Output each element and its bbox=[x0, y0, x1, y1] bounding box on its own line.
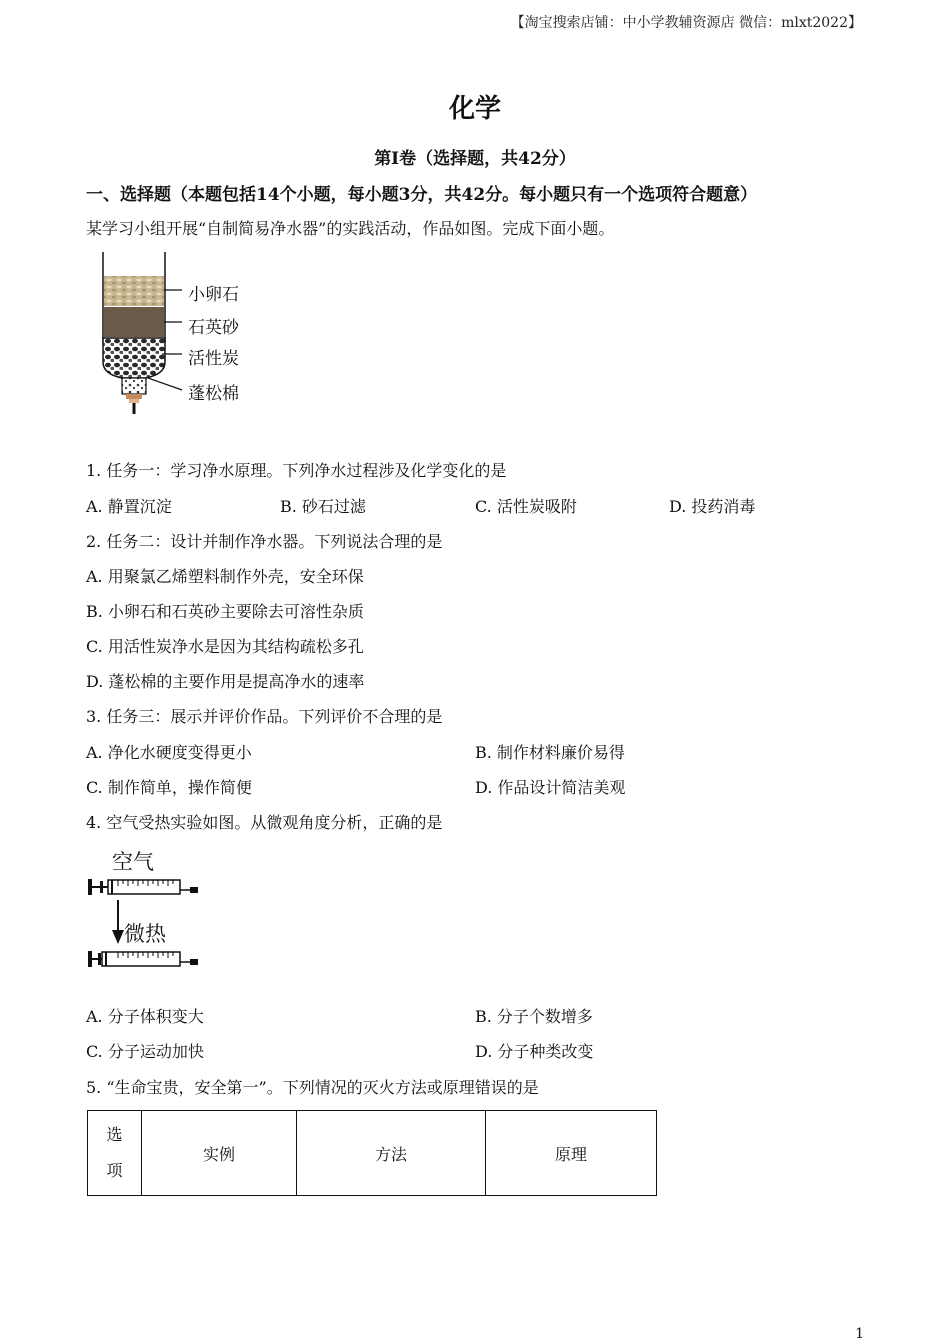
question-4-option-b: B. 分子个数增多 bbox=[475, 1007, 593, 1026]
header-option-char-2: 项 bbox=[106, 1161, 123, 1180]
question-2-option-a: A. 用聚氯乙烯塑料制作外壳，安全环保 bbox=[86, 567, 364, 586]
table-header-row bbox=[88, 1111, 657, 1196]
header-principle: 原理 bbox=[486, 1111, 657, 1196]
page-title: 化学 bbox=[448, 94, 501, 124]
question-2-option-b: B. 小卵石和石英砂主要除去可溶性杂质 bbox=[86, 602, 364, 621]
label-quartz-sand: 石英砂 bbox=[188, 318, 239, 338]
question-2-option-c: C. 用活性炭净水是因为其结构疏松多孔 bbox=[86, 637, 364, 656]
header-method: 方法 bbox=[297, 1111, 486, 1196]
question-4-option-d: D. 分子种类改变 bbox=[475, 1042, 594, 1061]
question-3-option-b: B. 制作材料廉价易得 bbox=[475, 743, 625, 762]
header-example: 实例 bbox=[142, 1111, 297, 1196]
syringe-figure bbox=[86, 842, 216, 977]
question-2-stem: 2. 任务二：设计并制作净水器。下列说法合理的是 bbox=[86, 532, 443, 551]
question-3-stem: 3. 任务三：展示并评价作品。下列评价不合理的是 bbox=[86, 707, 443, 726]
part-title: 一、选择题（本题包括14个小题，每小题3分，共42分。每小题只有一个选项符合题意） bbox=[86, 185, 758, 205]
question-1-option-b: B. 砂石过滤 bbox=[280, 497, 366, 516]
question-4-stem: 4. 空气受热实验如图。从微观角度分析，正确的是 bbox=[86, 813, 443, 832]
question-1-option-a: A. 静置沉淀 bbox=[86, 497, 172, 516]
label-cotton: 蓬松棉 bbox=[188, 384, 239, 404]
syringe-top-drawing bbox=[86, 876, 206, 898]
water-filter-figure bbox=[96, 250, 276, 420]
question-3-option-d: D. 作品设计简洁美观 bbox=[475, 778, 626, 797]
syringe-top-label: 空气 bbox=[112, 850, 154, 874]
header-option-char-1: 选 bbox=[106, 1125, 123, 1144]
label-pebbles: 小卵石 bbox=[188, 285, 239, 305]
question-2-option-d: D. 蓬松棉的主要作用是提高净水的速率 bbox=[86, 672, 365, 691]
question-4-option-c: C. 分子运动加快 bbox=[86, 1042, 204, 1061]
question-3-option-a: A. 净化水硬度变得更小 bbox=[86, 743, 252, 762]
header-note: 【淘宝搜索店铺：中小学教辅资源店 微信：mlxt2022】 bbox=[510, 15, 862, 31]
section-title: 第Ⅰ卷（选择题，共42分） bbox=[374, 149, 576, 169]
syringe-bottom-drawing bbox=[86, 948, 206, 970]
question-1-stem: 1. 任务一：学习净水原理。下列净水过程涉及化学变化的是 bbox=[86, 461, 507, 480]
question-1-option-d: D. 投药消毒 bbox=[669, 497, 756, 516]
question-5-stem: 5. “生命宝贵，安全第一”。下列情况的灭火方法或原理错误的是 bbox=[86, 1078, 539, 1097]
water-filter-drawing bbox=[96, 250, 276, 420]
label-activated-carbon: 活性炭 bbox=[188, 349, 239, 369]
syringe-arrow-label: 微热 bbox=[124, 922, 166, 946]
page-number: 1 bbox=[855, 1326, 864, 1342]
question-3-option-c: C. 制作简单，操作简便 bbox=[86, 778, 252, 797]
intro-text: 某学习小组开展“自制简易净水器”的实践活动，作品如图。完成下面小题。 bbox=[86, 219, 615, 238]
fire-safety-table bbox=[87, 1110, 657, 1196]
question-4-option-a: A. 分子体积变大 bbox=[86, 1007, 204, 1026]
question-1-option-c: C. 活性炭吸附 bbox=[475, 497, 577, 516]
header-option bbox=[88, 1111, 142, 1196]
